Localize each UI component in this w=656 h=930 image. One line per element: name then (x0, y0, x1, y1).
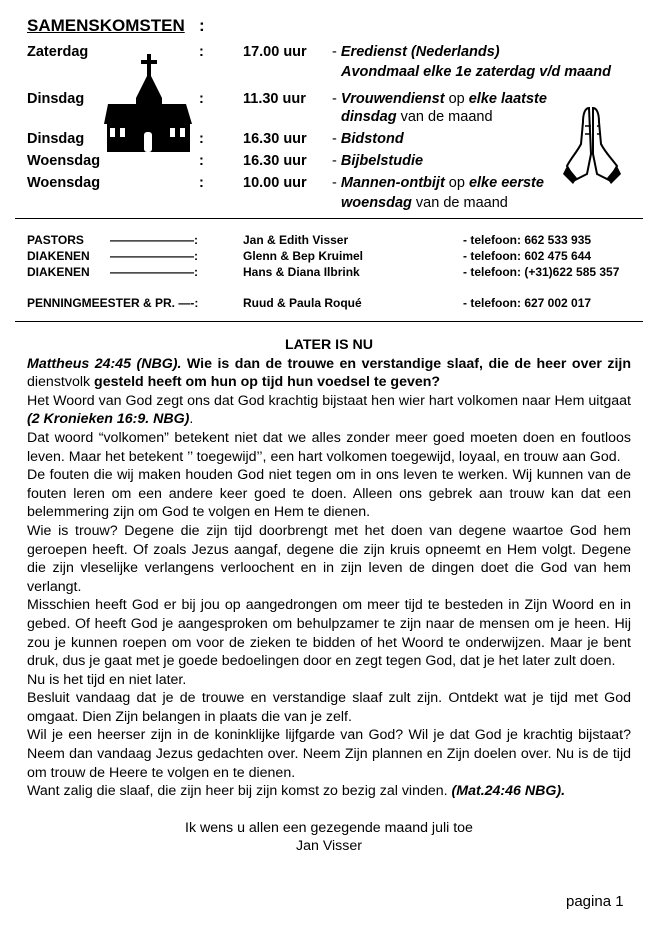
article-paragraph (27, 392, 631, 429)
schedule-desc-connector: van de maand (396, 109, 493, 125)
closing-signature: Jan Visser (296, 838, 362, 855)
staff-names: Ruud & Paula Roqué (243, 296, 362, 310)
schedule-day: Woensdag (27, 153, 101, 169)
schedule-colon: : (199, 153, 204, 169)
divider (15, 218, 643, 219)
schedule-desc-line2 (341, 195, 508, 211)
schedule-day: Woensdag (27, 175, 101, 191)
schedule-dash: - (332, 91, 337, 107)
staff-role: PASTORS (27, 233, 84, 247)
schedule-desc-connector: op (444, 91, 469, 107)
schedule-desc (332, 44, 500, 60)
article-verse (27, 355, 631, 392)
verse-text: dienstvolk (27, 374, 95, 391)
verse-reference: Mattheus 24:45 (NBG). (27, 355, 182, 372)
schedule-desc (332, 91, 547, 107)
article-paragraph: De fouten die wij maken houden God niet tegen om in ons leven te werken. Wij kunnen van de fouten leren om een andere keer goed te doen. Alleen ons gebrek aan trouw kan dat een belemmering zijn om God te volgen en Hem te dienen. (27, 467, 631, 521)
divider (15, 321, 643, 322)
page-number: pagina 1 (566, 893, 624, 910)
schedule-colon: : (199, 91, 204, 107)
staff-names: Hans & Diana Ilbrink (243, 265, 360, 279)
scripture-reference: (2 Kronieken 16:9. NBG) (27, 411, 190, 428)
schedule-desc (332, 153, 423, 169)
closing-greeting: Ik wens u allen een gezegende maand juli toe (185, 819, 473, 836)
article-title: LATER IS NU (284, 337, 373, 353)
paragraph-text: Het Woord van God zegt ons dat God krachtig bijstaat hen wier hart volkomen naar Hem uitgaat (27, 392, 631, 409)
schedule-desc (332, 131, 404, 147)
schedule-time: 17.00 uur (243, 44, 307, 60)
article-paragraph: Wie is trouw? Degene die zijn tijd doorbrengt met het doen van degene waartoe God hem geroepen heeft. Of zoals Jezus aangaf, degene die zijn kruis opneemt en Hem volgt. Degene die zijn vleselijke verlangens verloochent en in zijn leven de dingen doet die God van hem verlangt. (27, 522, 631, 595)
article (27, 336, 631, 856)
schedule-colon: : (199, 175, 204, 191)
schedule-desc-text: woensdag (341, 195, 412, 211)
article-paragraph (27, 782, 631, 801)
schedule-day: Dinsdag (27, 91, 85, 107)
schedule-desc-text: dinsdag (341, 109, 397, 125)
schedule-desc-line2 (341, 109, 493, 125)
article-paragraph: Misschien heeft God er bij jou op aangedrongen om meer tijd te besteden in Zijn Woord en in gebed. Of heeft God je aangesproken om behulpzamer te zijn naar de mensen om je heen. Hij zou je kunnen roepen om voor de zieken te bidden of het Woord te onderwijzen. Maar je bent druk, dus je gaat met je goede bedoelingen door en zegt tegen God, dat je het later zult doen. (27, 597, 631, 670)
schedule-desc-text: Bijbelstudie (340, 153, 424, 169)
praying-hands-icon (561, 104, 625, 184)
schedule-time: 16.30 uur (243, 131, 307, 147)
schedule-time: 16.30 uur (243, 153, 307, 169)
schedule-dash: - (332, 131, 337, 147)
schedule-dash: - (332, 44, 337, 60)
article-paragraph: Besluit vandaag dat je de trouwe en verstandige slaaf zult zijn. Ontdekt wat je tijd met God omgaat. Dien Zijn belangen in plaats die van je zelf. (27, 690, 631, 725)
paragraph-text: Want zalig die slaaf, die zijn heer bij zijn komst zo bezig zal vinden. (27, 783, 452, 800)
schedule-desc-text: Mannen-ontbijt (340, 175, 445, 191)
schedule-dash: - (332, 175, 337, 191)
staff-line: ———————: (110, 249, 198, 263)
staff-phone: - telefoon: (+31)622 585 357 (463, 265, 620, 279)
schedule-desc-text: elke laatste (468, 91, 547, 107)
paragraph-text: . (189, 411, 194, 428)
schedule-desc (332, 175, 544, 191)
schedule-desc-text: Eredienst (Nederlands) (340, 44, 500, 60)
schedule-desc-connector: van de maand (411, 195, 508, 211)
schedule-day: Zaterdag (27, 44, 89, 60)
verse-text: gesteld heeft om hun op tijd hun voedsel te geven? (94, 374, 441, 391)
schedule-desc-text: elke eerste (468, 175, 544, 191)
article-paragraph: Wil je een heerser zijn in de koninklijke lijfgarde van God? Wil je dat God je krachtig bijstaat? Neem dan vandaag Jezus gedachten over. Neem Zijn plannen en Zijn doelen over. Nu is de tijd om trouw de Heere te volgen en te dienen. (27, 727, 631, 781)
staff-role: DIAKENEN (27, 249, 90, 263)
schedule-dash: - (332, 153, 337, 169)
staff-role: DIAKENEN (27, 265, 90, 279)
schedule-title-colon: : (199, 16, 205, 35)
church-icon (104, 54, 192, 152)
schedule-time: 10.00 uur (243, 175, 307, 191)
staff-phone: - telefoon: 602 475 644 (463, 249, 592, 263)
staff-phone: - telefoon: 627 002 017 (463, 296, 592, 310)
scripture-reference: (Mat.24:46 NBG). (451, 783, 566, 800)
schedule-desc-connector: op (444, 175, 469, 191)
staff-line: ———————: (110, 265, 198, 279)
schedule-desc-text: Bidstond (340, 131, 404, 147)
schedule-colon: : (199, 44, 204, 60)
schedule-title: SAMENSKOMSTEN (27, 16, 185, 35)
staff-phone: - telefoon: 662 533 935 (463, 233, 592, 247)
article-paragraph: Dat woord “volkomen” betekent niet dat we alles zonder meer goed moeten doen en foutloos leven. Maar het betekent ’’ toegewijd’’, een hart volkomen toegewijd, loyaal, en trouw aan God. (27, 429, 631, 465)
schedule-colon: : (199, 131, 204, 147)
staff-role: PENNINGMEESTER & PR. —-: (27, 296, 199, 310)
staff-names: Glenn & Bep Kruimel (243, 249, 364, 263)
staff-names: Jan & Edith Visser (243, 233, 349, 247)
schedule-time: 11.30 uur (243, 91, 306, 107)
verse-text: Wie is dan de trouwe en verstandige slaaf, die de heer over zijn (181, 355, 631, 372)
schedule-desc-text: Vrouwendienst (340, 91, 445, 107)
schedule-desc-line2: Avondmaal elke 1e zaterdag v/d maand (341, 64, 611, 80)
schedule-day: Dinsdag (27, 131, 85, 147)
staff-line: ———————: (110, 233, 198, 247)
article-paragraph: Nu is het tijd en niet later. (27, 671, 187, 688)
